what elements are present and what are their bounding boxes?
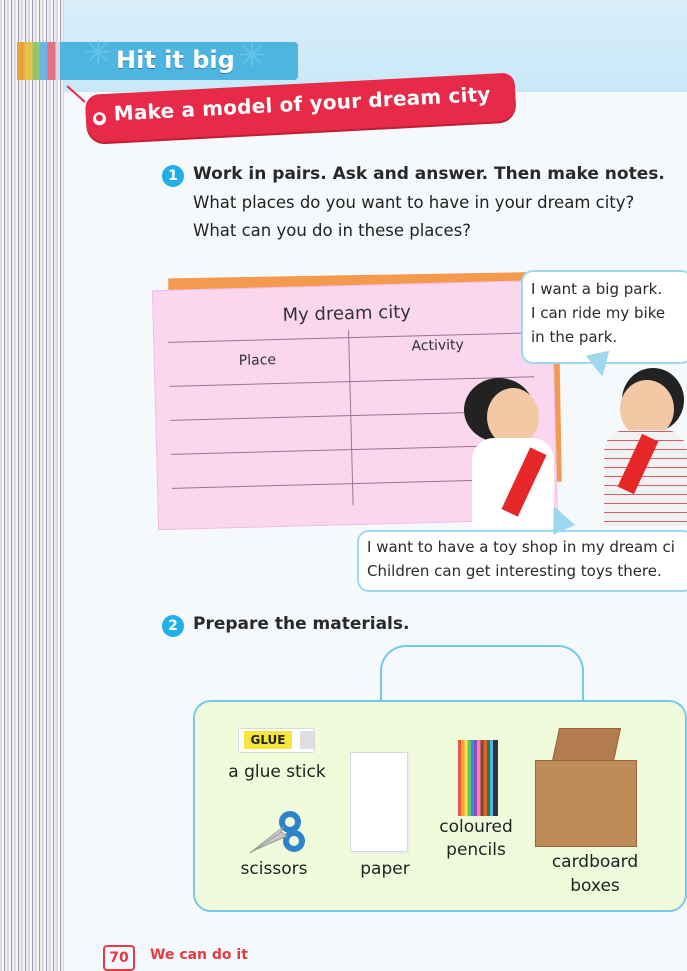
- step-instruction: Prepare the materials.: [193, 614, 410, 634]
- glue-stick-icon: [238, 728, 315, 753]
- glue-label: GLUE: [244, 731, 292, 749]
- question-1: What places do you want to have in your dream city?: [193, 193, 635, 212]
- speech-bubble-top: [521, 270, 687, 364]
- unit-title: We can do it: [150, 947, 248, 963]
- star-icon: ✳: [84, 33, 113, 73]
- activity-title: Make a model of your dream city: [113, 81, 492, 126]
- table-rule: [168, 332, 533, 343]
- column-activity: Activity: [411, 337, 465, 355]
- table-column-divider: [348, 330, 354, 505]
- bubble-line: I want a big park.: [531, 280, 663, 298]
- bubble-line: I can ride my bike: [531, 304, 666, 322]
- book-page-edges: [0, 0, 70, 971]
- material-cardboard: cardboard: [551, 852, 639, 872]
- material-scissors: scissors: [240, 859, 308, 879]
- shield-icon: ●: [93, 112, 107, 126]
- speech-bubble-tail: [586, 351, 614, 379]
- section-title: Hit it big: [116, 46, 235, 74]
- material-boxes: boxes: [570, 876, 620, 896]
- step-number: 1: [162, 165, 184, 187]
- bubble-line: Children can get interesting toys there.: [367, 562, 662, 580]
- bubble-line: in the park.: [531, 328, 618, 346]
- speech-bubble-bottom: [357, 530, 687, 592]
- material-pencils: pencils: [446, 840, 506, 860]
- material-coloured: coloured: [439, 817, 513, 837]
- box-icon: [535, 760, 637, 847]
- page-number: 70: [103, 945, 135, 971]
- material-glue-stick: a glue stick: [228, 762, 326, 782]
- paper-icon: [350, 752, 408, 852]
- pencils-icon: [458, 740, 498, 816]
- bubble-line: I want to have a toy shop in my dream ci: [367, 538, 675, 556]
- color-tabs: [17, 42, 65, 80]
- material-paper: paper: [360, 859, 410, 879]
- step-instruction: Work in pairs. Ask and answer. Then make notes.: [193, 164, 665, 184]
- step-number: 2: [162, 615, 184, 637]
- column-place: Place: [238, 352, 277, 370]
- scissors-icon: [247, 810, 307, 860]
- question-2: What can you do in these places?: [193, 221, 471, 240]
- star-icon: ✳: [238, 36, 267, 76]
- table-title: My dream city: [282, 301, 412, 326]
- glue-cap: [300, 731, 314, 749]
